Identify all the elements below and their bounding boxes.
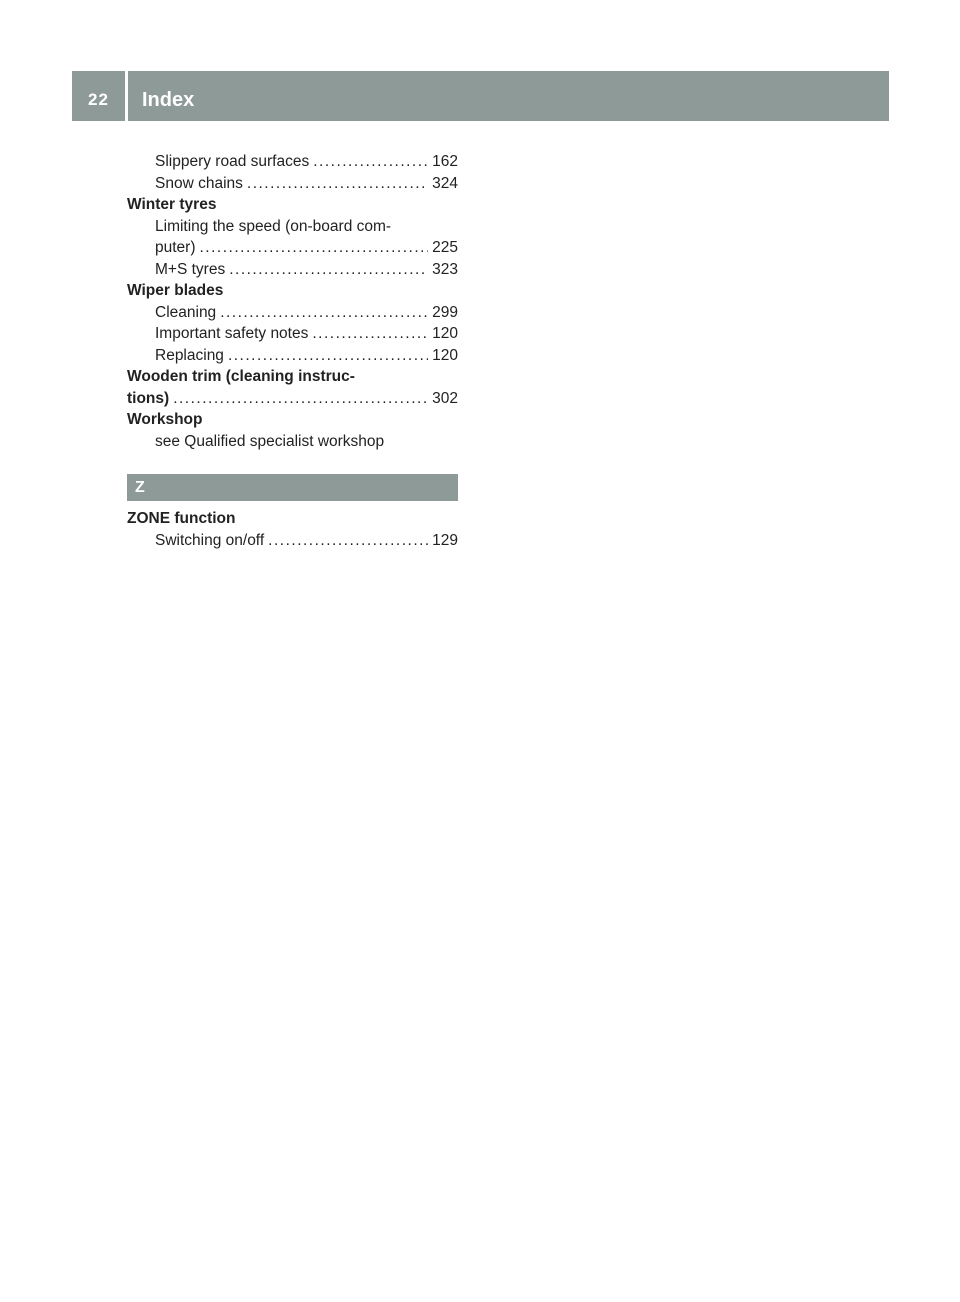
dot-leader xyxy=(247,173,428,195)
entry-page: 162 xyxy=(432,153,458,170)
entry-label: tions) xyxy=(127,389,170,407)
entry-label: puter) xyxy=(155,239,196,256)
entry-page: 323 xyxy=(432,260,458,278)
entry-label: Slippery road surfaces xyxy=(155,153,310,170)
page-number: 22 xyxy=(88,90,109,109)
index-entry[interactable] xyxy=(127,259,458,281)
dot-leader xyxy=(313,151,428,173)
index-entry[interactable] xyxy=(127,388,458,410)
index-heading-winter-tyres: Winter tyres xyxy=(127,196,217,213)
index-column xyxy=(127,151,458,551)
dot-leader xyxy=(229,259,428,281)
index-entry[interactable] xyxy=(127,151,458,173)
dot-leader xyxy=(268,530,428,552)
entry-label: Important safety notes xyxy=(155,325,309,342)
entry-page: 302 xyxy=(432,389,458,407)
dot-leader xyxy=(200,237,429,259)
index-entry[interactable] xyxy=(127,237,458,259)
dot-leader xyxy=(173,388,428,410)
page-title: Index xyxy=(142,89,195,111)
header-divider xyxy=(125,71,128,121)
entry-page: 324 xyxy=(432,174,458,192)
index-heading-workshop: Workshop xyxy=(127,411,203,428)
entry-page: 299 xyxy=(432,303,458,321)
index-entry[interactable] xyxy=(127,323,458,345)
index-heading-wooden-trim: Wooden trim (cleaning instruc- xyxy=(127,368,355,385)
index-entry[interactable] xyxy=(127,345,458,367)
index-heading-zone-function: ZONE function xyxy=(127,510,236,527)
see-reference[interactable]: see Qualified specialist workshop xyxy=(155,432,385,450)
entry-label: Cleaning xyxy=(155,303,217,321)
entry-page: 129 xyxy=(432,531,458,549)
dot-leader xyxy=(220,302,428,324)
entry-page: 225 xyxy=(432,239,458,256)
entry-label-continued: Limiting the speed (on-board com- xyxy=(155,217,392,235)
entry-label: Replacing xyxy=(155,346,224,364)
index-entry[interactable] xyxy=(127,173,458,195)
entry-label: Switching on/off xyxy=(155,531,265,549)
index-entry[interactable] xyxy=(127,530,458,552)
dot-leader xyxy=(312,323,428,345)
entry-page: 120 xyxy=(432,346,458,364)
index-entry[interactable] xyxy=(127,302,458,324)
page-header xyxy=(72,71,889,121)
section-letter-bar: Z xyxy=(127,474,458,501)
index-heading-wiper-blades: Wiper blades xyxy=(127,282,224,299)
entry-page: 120 xyxy=(432,325,458,342)
entry-label: Snow chains xyxy=(155,174,243,192)
entry-label: M+S tyres xyxy=(155,260,226,278)
dot-leader xyxy=(228,345,428,367)
